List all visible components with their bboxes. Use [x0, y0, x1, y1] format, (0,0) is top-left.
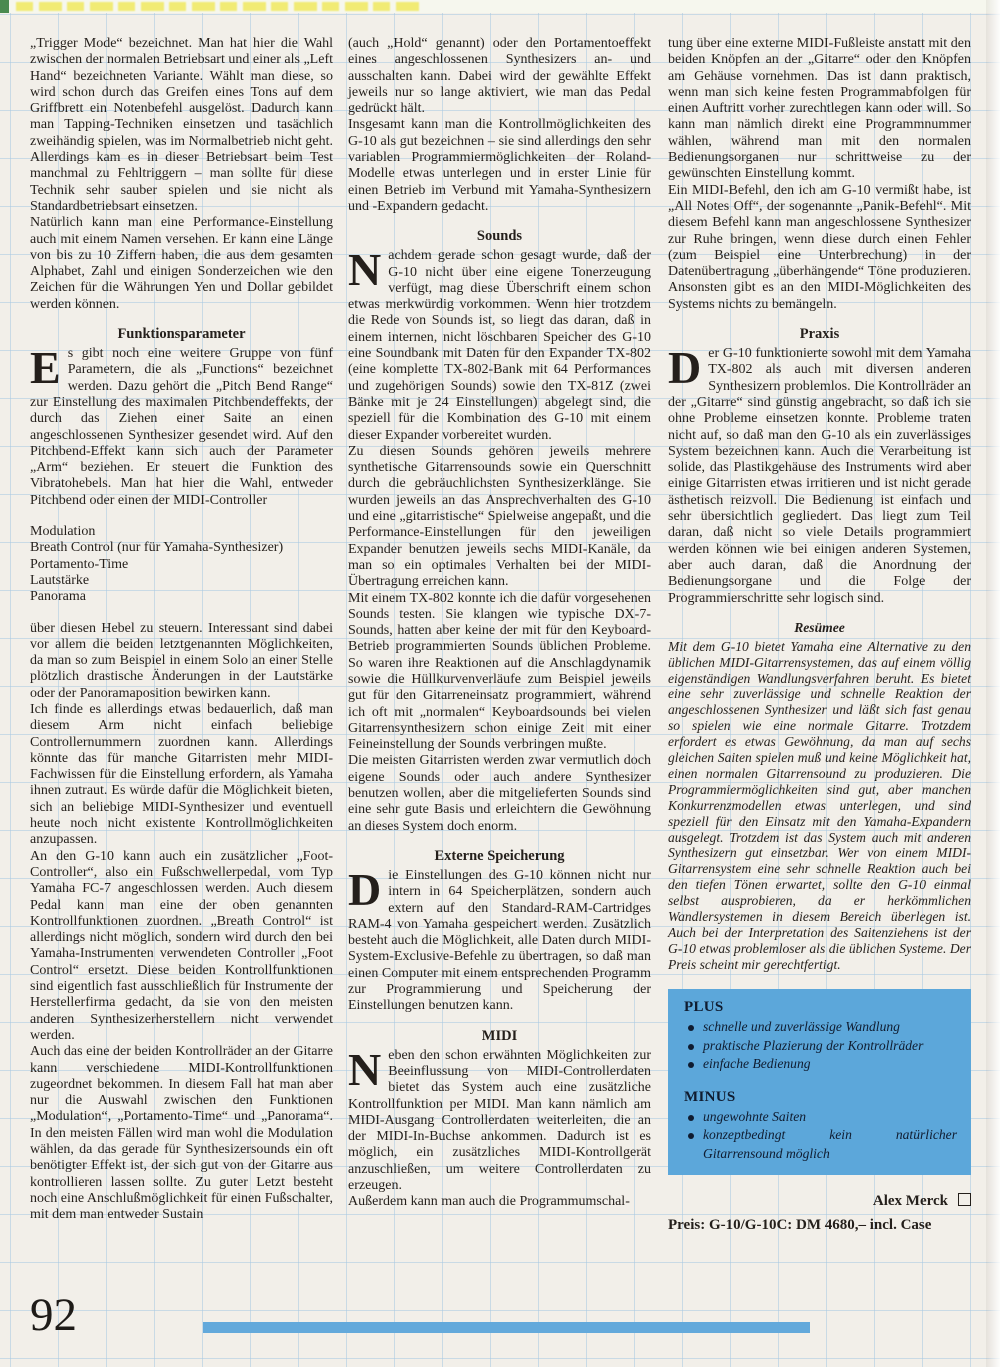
body-paragraph: Ich finde es allerdings etwas bedauerlich, daß man diesem Arm nicht einfach beliebige Controllernummern zuordnen kann. Allerdings könnte das für manche Gitarristen mehr MIDI-Fachwissen für die Einstellung erfordern, als Yamaha ihnen zutraut. Es würde dafür die Möglichkeit bieten, sich an beliebige MIDI-Synthesizer und eventuell heute noch nicht existente Kontrollmöglichkeiten anzupassen. [30, 701, 333, 848]
body-paragraph: über diesen Hebel zu steuern. Interessant sind dabei vor allem die beiden letztgenannten Möglichkeiten, da man so zum Beispiel in einem Solo an einer Stelle plötzlich drastische Änderungen in der Lautstärke oder der Panoramaposition bewirken kann. [30, 620, 333, 701]
parameter-list-item: Breath Control (nur für Yamaha-Synthesizer) [30, 540, 284, 556]
plus-heading: PLUS [684, 998, 724, 1015]
body-paragraph: Mit dem G-10 bietet Yamaha eine Alternative zu den üblichen MIDI-Gitarrensystemen, das auf einem völlig eigenständigen Wandlungsverfahren beruht. Es bietet eine sehr zuverlässige und schnelle Reaktion der angeschlossenen Synthesizer und läßt sich fast genau so spielen wie eine normale Gitarre. Trotzdem erfordert es etwas Gewöhnung, da man auf sechs gleichen Saiten spielen muß und keine Möglichkeit hat, einen normalen Gitarrensound zu produzieren. Die Programmiermöglichkeiten sind gut, aber manchen Konkurrenzmodellen etwas unterlegen, und sind speziell für den Einsatz mit den Yamaha-Expandern ausgelegt. Trotzdem ist das System auch mit anderen Synthesizern gut einsetzbar. Wer von einem MIDI-Gitarrensystem eine sehr schnelle Reaktion auch bei den tiefen Tönen erwartet, sollte den G-10 einmal selbst ausprobieren, da er herkömmlichen Wandlersystemen in diesem Bereich überlegen ist. Auch bei der Interpretation des Saitenziehens ist der G-10 etwas problemloser als die üblichen Systeme. Der Preis scheint mir gerechtfertigt. [668, 638, 971, 972]
parameter-list-item: Panorama [30, 589, 86, 605]
drop-cap: N [348, 244, 382, 296]
end-of-article-square-icon [958, 1193, 971, 1206]
body-paragraph: Auch das eine der beiden Kontrollräder an der Gitarre kann verschiedene MIDI-Kontrollfunktionen zugeordnet bekommen. In diesem Fall hat man aber nur die Auswahl zwischen den Funktionen „Modulation“, „Portamento-Time“ und „Panorama“. In den meisten Fällen wird man wohl die Modulation wählen, da das gerade für Synthesizersounds ein oft benötigter Effekt ist, der sich gut von der Gitarre aus kontrollieren lassen sollte. Zu guter Letzt besteht noch eine Anschlußmöglichkeit für einen Fußschalter, mit dem man entweder Sustain [30, 1044, 333, 1223]
body-paragraph: „Trigger Mode“ bezeichnet. Man hat hier die Wahl zwischen der normalen Betriebsart und einer als „Left Hand“ bezeichneten Variante. Wählt man diese, so wird schon durch das Greifen eines Tons auf dem Griffbrett ein Notenbefehl ausgelöst. Dadurch kann man Tapping-Techniken einsetzen und tasächlich zweihändig spielen, was im Normalbetrieb nicht geht. Allerdings kam es in dieser Betriebsart beim Test manchmal zu Fehltriggern – man sollte für diese Technik sehr sauber spielen und sie nicht als Standardbetriebsart einsetzen. [30, 36, 333, 214]
drop-cap: E [30, 342, 61, 394]
minus-heading: MINUS [684, 1088, 736, 1105]
body-paragraph: Neben den schon erwähnten Möglichkeiten zur Beeinflussung von MIDI-Controllerdaten bietet das System auch eine zusätzliche Kontrollfunktion per MIDI. Man kann nämlich am MIDI-Ausgang Controllerdaten weiterleiten, die an der MIDI-In-Buchse ankommen. Dadurch ist es möglich, ein zusätzliches MIDI-Kontrollgerät anzuschließen, um weitere Controllerdaten zu erzeugen. [348, 1043, 651, 1193]
price-line: Preis: G-10/G-10C: DM 4680,– incl. Case [668, 1216, 932, 1233]
column-middle [348, 36, 651, 1211]
author-line [668, 1193, 971, 1209]
body-paragraph: (auch „Hold“ genannt) oder den Portamentoeffekt eines angeschlossenen Synthesizers an- und ausschalten kann. Dabei wird der gewählte Effekt jeweils nur so lange aktiviert, wie man das Pedal gedrückt hält. [348, 36, 651, 117]
body-paragraph: Der G-10 funktionierte sowohl mit dem Yamaha TX-802 als auch mit diversen anderen Synthesizern problemlos. Die Kontrollräder an der „Gitarre“ sind günstig angebracht, so daß ich sie ohne Probleme einsetzen konnte. Probleme traten nicht auf, so daß man den G-10 als ein zuverlässiges System bezeichnen kann. Auch die Verarbeitung ist solide, das Plastikgehäuse des Instruments wird aber einige Gitarristen etwas irritieren und ist nicht gerade ästhetisch reizvoll. Die Bedienung ist einfach und sehr übersichtlich gegliedert. Das liegt zum Teil daran, daß nicht so viele Details programmiert werden können wie bei einigen anderen Systemen, aber auch daran, daß die Anordnung der Bedienungsorgane und die Folge der Programmierschritte sehr logisch sind. [668, 342, 971, 606]
page-right-edge [986, 0, 1000, 1367]
top-edge-green-mark [0, 0, 9, 13]
column-left [30, 36, 333, 1223]
minus-item: ungewohnte Saiten [684, 1108, 957, 1127]
body-paragraph: Zu diesen Sounds gehören jeweils mehrere synthetische Gitarrensounds sowie ein Querschnitt durch die gebräuchlichsten Synthesizerklänge. Sie wurden jeweils an das Ansprechverhalten des G-10 und eine „gitarristische“ Spielweise angepaßt, und die Performance-Einstellungen für den jeweiligen Expander benutzen jeweils sechs MIDI-Kanäle, da man so ein optimales Verhalten bei der MIDI-Übertragung erreichen kann. [348, 443, 651, 590]
minus-item: konzeptbedingt kein natürlicher Gitarrensound möglich [684, 1126, 957, 1163]
minus-list [684, 1108, 957, 1164]
drop-cap: D [668, 342, 702, 394]
section-heading: Externe Speicherung [434, 847, 565, 864]
parameter-list-item: Lautstärke [30, 572, 90, 588]
body-paragraph: Insgesamt kann man die Kontrollmöglichkeiten des G-10 als gut bezeichnen – sie sind allerdings den sehr variablen Programmiermöglichkeiten der Roland-Modelle etwas unterlegen und in erster Linie für einen Betrieb im Verbund mit Yamaha-Synthesizern und -Expandern gedacht. [348, 117, 651, 214]
parameter-list-item: Portamento-Time [30, 556, 129, 572]
plus-list [684, 1018, 957, 1074]
plus-minus-box [668, 989, 971, 1176]
plus-item: einfache Bedienung [684, 1055, 957, 1074]
section-heading: Praxis [799, 326, 840, 343]
body-paragraph: Natürlich kann man eine Performance-Einstellung auch mit einem Namen versehen. Er kann eine Länge von bis zu 10 Ziffern haben, die aus dem gesamten Alphabet, Zahl und einigen Sonderzeichen wie den Zeichen für die Währungen Yen und Dollar gebildet werden können. [30, 215, 333, 312]
body-paragraph: Die meisten Gitarristen werden zwar vermutlich doch eigene Sounds oder auch andere Synthesizer benutzen wollen, aber die mitgelieferten Sounds sind eine sehr gute Basis und erleichtern die Gewöhnung an dieses System doch enorm. [348, 753, 651, 834]
top-edge-faded-text [16, 2, 421, 11]
parameter-list [30, 524, 333, 605]
section-heading: Sounds [476, 228, 523, 245]
page-number: 92 [30, 1289, 77, 1341]
body-paragraph: Außerdem kann man auch die Programmumschal- [348, 1194, 630, 1210]
section-heading: MIDI [481, 1027, 518, 1044]
section-heading: Funktionsparameter [117, 326, 246, 343]
body-paragraph: Es gibt noch eine weitere Gruppe von fünf Parametern, die als „Functions“ bezeichnet werden. Dazu gehört die „Pitch Bend Range“ zur Einstellung des maximalen Pitchbendeffekts, der durch das Ziehen einer Saite an einen angeschlossenen Synthesizer gesendet wird. Auf den Pitchbend-Effekt kann sich auch der Parameter „Arm“ beziehen. Er steuert die Funktion des Vibratohebels. Man hat hier die Wahl, entweder Pitchbend oder einen der MIDI-Controller [30, 342, 333, 508]
body-paragraph: Nachdem gerade schon gesagt wurde, daß der G-10 nicht über eine eigene Tonerzeugung verfügt, mag diese Überschrift einem schon etwas merkwürdig vorkommen. Wenn hier trotzdem die Rede von Sounds ist, so liegt das daran, daß in einem internen, nicht löschbaren Speicher des G-10 eine Soundbank mit Daten für den Expander TX-802 (eine komplette TX-802-Bank mit 64 Performances und zugehörigen Sounds) sowie den TX-81Z (zwei Bänke mit je 24 Einstellungen) abgelegt sind, die speziell für die Kombination des G-10 mit einem dieser Expander vorbereitet wurden. [348, 244, 651, 443]
column-right [668, 36, 971, 1233]
drop-cap: N [348, 1043, 382, 1095]
body-paragraph: Ein MIDI-Befehl, den ich am G-10 vermißt habe, ist „All Notes Off“, der sogenannte „Panik-Befehl“. Mit diesem Befehl kann man angeschlossene Synthesizer zur Ruhe bringen, wenn diese durch einen Fehler (zum Beispiel eine Unterbrechung) in der Datenübertragung „überhängende“ Töne produzieren. Ansonsten gibt es an den MIDI-Möglichkeiten des Systems nichts zu bemängeln. [668, 182, 971, 312]
page-top-edge [0, 0, 1000, 13]
bottom-accent-bar [203, 1322, 810, 1333]
section-heading: Resümee [794, 619, 845, 635]
plus-item: praktische Plazierung der Kontrollräder [684, 1037, 957, 1056]
drop-cap: D [348, 863, 382, 915]
body-paragraph: tung über eine externe MIDI-Fußleiste anstatt mit den beiden Knöpfen an der „Gitarre“ oder den Knöpfen am Gehäuse vornehmen. Das ist dann praktisch, wenn man sich keine festen Programmabfolgen für einen Auftritt vorher zurechtlegen kann oder will. So kann man nämlich direkt eine Programmnummer wählen, während man mit den normalen Bedienungsorganen nur schrittweise zu der gewünschten Einstellung kommt. [668, 36, 971, 182]
author-name: Alex Merck [872, 1193, 948, 1210]
column-right-text [668, 36, 971, 973]
body-paragraph: Die Einstellungen des G-10 können nicht nur intern in 64 Speicherplätzen, sondern auch extern auf den Standard-RAM-Cartridges RAM-4 von Yamaha gespeichert werden. Zusätzlich besteht auch die Möglichkeit, alle Daten durch MIDI-System-Exclusive-Befehle zu übertragen, so daß man einen Computer mit einem entsprechenden Programm zur Programmierung und Speicherung der Einstellungen benutzen kann. [348, 863, 651, 1014]
parameter-list-item: Modulation [30, 524, 96, 540]
plus-item: schnelle und zuverlässige Wandlung [684, 1018, 957, 1037]
body-paragraph: An den G-10 kann auch ein zusätzlicher „Foot-Controller“, also ein Fußschwellerpedal, vom Typ Yamaha FC-7 angeschlossen werden. Auch diesem Pedal kann man eine der oben genannten Kontrollfunktionen zuordnen. „Breath Control“ ist allerdings nicht möglich, sondern wird durch den bei Yamaha-Instrumenten verwendeten Controller „Foot Control“ ersetzt. Diese beiden Kontrollfunktionen sind eigentlich fast ausschließlich für Instrumente der Herstellerfirma gedacht, da sie von den meisten anderen Synthesizerherstellern nicht verwendet werden. [30, 848, 333, 1043]
body-paragraph: Mit einem TX-802 konnte ich die dafür vorgesehenen Sounds testen. Sie klangen wie typische DX-7-Sounds, hatten aber keine der mit für den Keyboard-Betrieb programmierten Sounds üblichen Probleme. So waren ihre Reaktionen auf die Anschlagdynamik sowie die Hüllkurvenverläufe zum Beispiel jeweils gut für den Gitarreneinsatz programmiert, während ich oft mit „normalen“ Keyboardsounds bei vielen Gitarrensynthesizern schon einige Zeit mit einer Feineinstellung der Sounds verbringen mußte. [348, 590, 651, 753]
